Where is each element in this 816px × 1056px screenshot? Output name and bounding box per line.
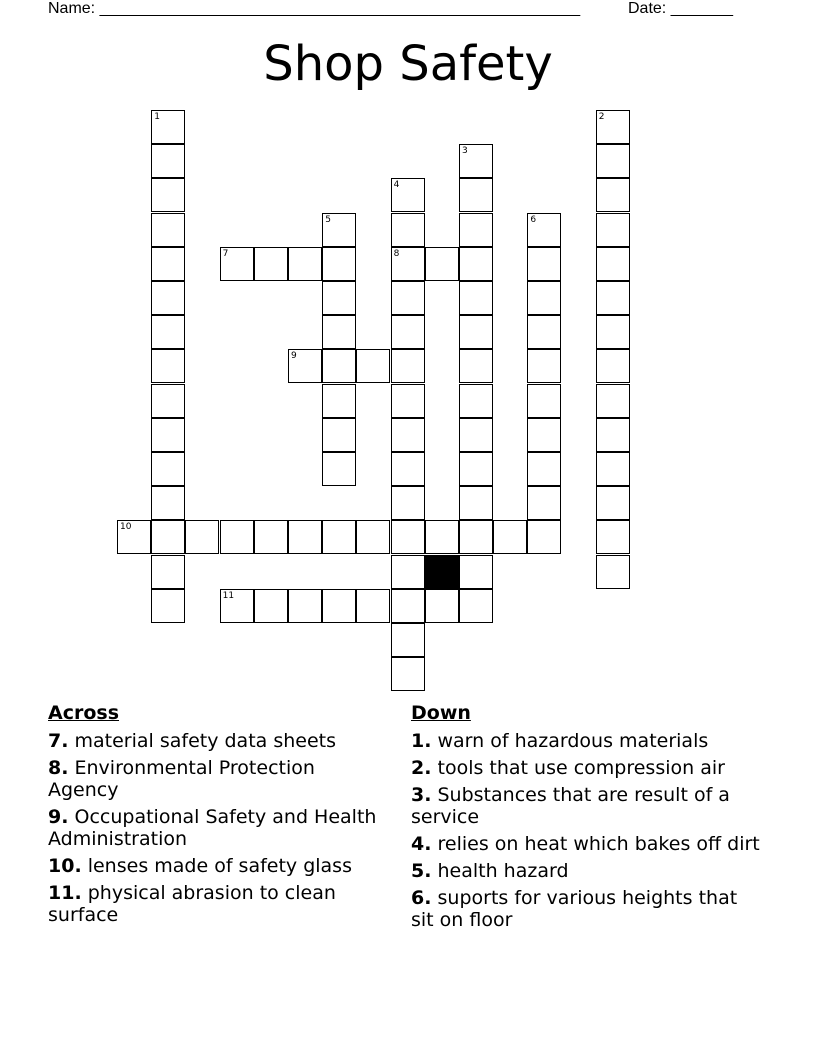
grid-cell[interactable] — [596, 247, 630, 281]
down-clue — [411, 730, 761, 752]
grid-cell[interactable] — [596, 110, 630, 144]
clue-number: 8. — [48, 757, 69, 779]
grid-cell[interactable] — [459, 315, 493, 349]
grid-cell[interactable] — [425, 589, 459, 623]
clue-text: physical abrasion to clean surface — [48, 882, 336, 926]
grid-cell[interactable] — [596, 213, 630, 247]
grid-cell[interactable] — [425, 247, 459, 281]
grid-cell[interactable] — [425, 520, 459, 554]
grid-cell[interactable] — [493, 520, 527, 554]
grid-cell[interactable] — [596, 384, 630, 418]
down-clue — [411, 860, 761, 882]
clue-text: material safety data sheets — [74, 730, 337, 752]
grid-cell[interactable] — [459, 555, 493, 589]
grid-cell[interactable] — [391, 623, 425, 657]
grid-cell[interactable] — [596, 555, 630, 589]
grid-cell[interactable] — [151, 247, 185, 281]
down-clue — [411, 757, 761, 779]
grid-cell[interactable] — [356, 589, 390, 623]
grid-cell[interactable] — [151, 452, 185, 486]
cell-number: 6 — [530, 214, 537, 225]
down-clue — [411, 887, 761, 931]
grid-cell[interactable] — [459, 349, 493, 383]
grid-cell[interactable] — [151, 349, 185, 383]
grid-cell[interactable] — [322, 349, 356, 383]
grid-cell[interactable] — [459, 178, 493, 212]
grid-cell[interactable] — [322, 520, 356, 554]
cell-number: 5 — [325, 214, 331, 225]
grid-cell[interactable] — [356, 349, 390, 383]
grid-cell[interactable] — [391, 384, 425, 418]
clue-number: 2. — [411, 757, 432, 779]
cell-number: 8 — [393, 248, 400, 259]
grid-cell[interactable] — [322, 247, 356, 281]
grid-cell[interactable] — [596, 520, 630, 554]
grid-cell[interactable] — [254, 589, 288, 623]
clue-number: 11. — [48, 882, 82, 904]
grid-cell[interactable] — [151, 520, 185, 554]
clue-number: 6. — [411, 887, 432, 909]
grid-cell[interactable] — [391, 589, 425, 623]
grid-cell[interactable] — [151, 178, 185, 212]
grid-cell[interactable] — [459, 247, 493, 281]
clue-text: relies on heat which bakes off dirt — [437, 833, 760, 855]
grid-cell[interactable] — [527, 520, 561, 554]
clue-number: 1. — [411, 730, 432, 752]
grid-cell[interactable] — [527, 384, 561, 418]
grid-cell[interactable] — [391, 486, 425, 520]
grid-cell[interactable] — [322, 213, 356, 247]
grid-cell[interactable] — [459, 418, 493, 452]
grid-cell[interactable] — [322, 589, 356, 623]
grid-cell[interactable] — [459, 281, 493, 315]
grid-cell[interactable] — [459, 384, 493, 418]
grid-cell[interactable] — [322, 315, 356, 349]
across-clue — [48, 855, 388, 877]
grid-cell[interactable] — [151, 555, 185, 589]
grid-cell[interactable] — [596, 418, 630, 452]
name-field-label: Name: ______________________________________________________ — [48, 0, 581, 17]
grid-cell[interactable] — [391, 555, 425, 589]
across-clue — [48, 730, 388, 752]
clue-text: Environmental Protection Agency — [48, 757, 315, 801]
grid-cell[interactable] — [356, 520, 390, 554]
grid-cell[interactable] — [596, 178, 630, 212]
cell-number: 4 — [393, 180, 400, 191]
across-clue — [48, 806, 388, 850]
grid-cell[interactable] — [391, 247, 425, 281]
grid-cell[interactable] — [596, 144, 630, 178]
grid-cell[interactable] — [322, 281, 356, 315]
grid-cell[interactable] — [596, 452, 630, 486]
across-heading: Across — [48, 702, 120, 724]
grid-cell[interactable] — [459, 144, 493, 178]
grid-cell[interactable] — [596, 281, 630, 315]
grid-cell[interactable] — [527, 315, 561, 349]
grid-cell[interactable] — [527, 213, 561, 247]
grid-cell[interactable] — [220, 520, 254, 554]
down-clue — [411, 784, 761, 828]
grid-block — [425, 555, 459, 589]
clue-text: Occupational Safety and Health Administration — [48, 806, 377, 850]
grid-cell[interactable] — [254, 520, 288, 554]
grid-cell[interactable] — [151, 281, 185, 315]
grid-cell[interactable] — [254, 247, 288, 281]
cell-number: 1 — [154, 112, 160, 122]
grid-cell[interactable] — [459, 486, 493, 520]
grid-cell[interactable] — [391, 178, 425, 212]
grid-cell[interactable] — [527, 486, 561, 520]
cell-number: 11 — [222, 590, 235, 601]
grid-cell[interactable] — [596, 486, 630, 520]
grid-cell[interactable] — [288, 349, 322, 383]
grid-cell[interactable] — [151, 486, 185, 520]
grid-cell[interactable] — [391, 213, 425, 247]
clue-number: 7. — [48, 730, 69, 752]
down-clue — [411, 833, 761, 855]
grid-cell[interactable] — [391, 281, 425, 315]
grid-cell[interactable] — [459, 589, 493, 623]
grid-cell[interactable] — [185, 520, 219, 554]
grid-cell[interactable] — [151, 384, 185, 418]
cell-number: 3 — [462, 146, 468, 157]
across-clue — [48, 757, 388, 801]
grid-cell[interactable] — [288, 589, 322, 623]
clue-number: 10. — [48, 855, 82, 877]
clue-text: lenses made of safety glass — [87, 855, 352, 877]
across-clues — [48, 702, 388, 931]
clue-text: Substances that are result of a service — [411, 784, 730, 828]
grid-cell[interactable] — [391, 657, 425, 691]
clue-text: warn of hazardous materials — [437, 730, 709, 752]
grid-cell[interactable] — [527, 349, 561, 383]
date-field-label: Date: _______ — [628, 0, 733, 17]
cell-number: 10 — [120, 522, 132, 533]
clue-text: health hazard — [437, 860, 569, 882]
down-heading: Down — [411, 702, 471, 724]
grid-cell[interactable] — [459, 520, 493, 554]
grid-cell[interactable] — [391, 452, 425, 486]
grid-cell[interactable] — [527, 247, 561, 281]
grid-cell[interactable] — [151, 418, 185, 452]
grid-cell[interactable] — [391, 418, 425, 452]
grid-cell[interactable] — [527, 281, 561, 315]
grid-cell[interactable] — [459, 452, 493, 486]
across-clue — [48, 882, 388, 926]
grid-cell[interactable] — [596, 349, 630, 383]
grid-cell[interactable] — [151, 144, 185, 178]
clue-number: 4. — [411, 833, 432, 855]
down-clues — [411, 702, 761, 936]
cell-number: 2 — [598, 112, 605, 122]
cell-number: 7 — [222, 248, 229, 259]
grid-cell[interactable] — [117, 520, 151, 554]
grid-cell[interactable] — [322, 418, 356, 452]
grid-cell[interactable] — [596, 315, 630, 349]
grid-cell[interactable] — [151, 110, 185, 144]
grid-cell[interactable] — [151, 315, 185, 349]
grid-cell[interactable] — [322, 384, 356, 418]
grid-cell[interactable] — [322, 452, 356, 486]
clue-number: 3. — [411, 784, 432, 806]
page-title: Shop Safety — [263, 36, 553, 92]
grid-cell[interactable] — [391, 520, 425, 554]
cell-number: 9 — [291, 351, 297, 362]
grid-cell[interactable] — [288, 520, 322, 554]
grid-cell[interactable] — [220, 247, 254, 281]
grid-cell[interactable] — [527, 452, 561, 486]
grid-cell[interactable] — [220, 589, 254, 623]
grid-cell[interactable] — [288, 247, 322, 281]
clue-text: suports for various heights that sit on floor — [411, 887, 738, 931]
grid-cell[interactable] — [527, 418, 561, 452]
grid-cell[interactable] — [151, 589, 185, 623]
grid-cell[interactable] — [151, 213, 185, 247]
clue-number: 5. — [411, 860, 432, 882]
grid-cell[interactable] — [459, 213, 493, 247]
clue-text: tools that use compression air — [437, 757, 725, 779]
grid-cell[interactable] — [391, 349, 425, 383]
clue-number: 9. — [48, 806, 69, 828]
grid-cell[interactable] — [391, 315, 425, 349]
